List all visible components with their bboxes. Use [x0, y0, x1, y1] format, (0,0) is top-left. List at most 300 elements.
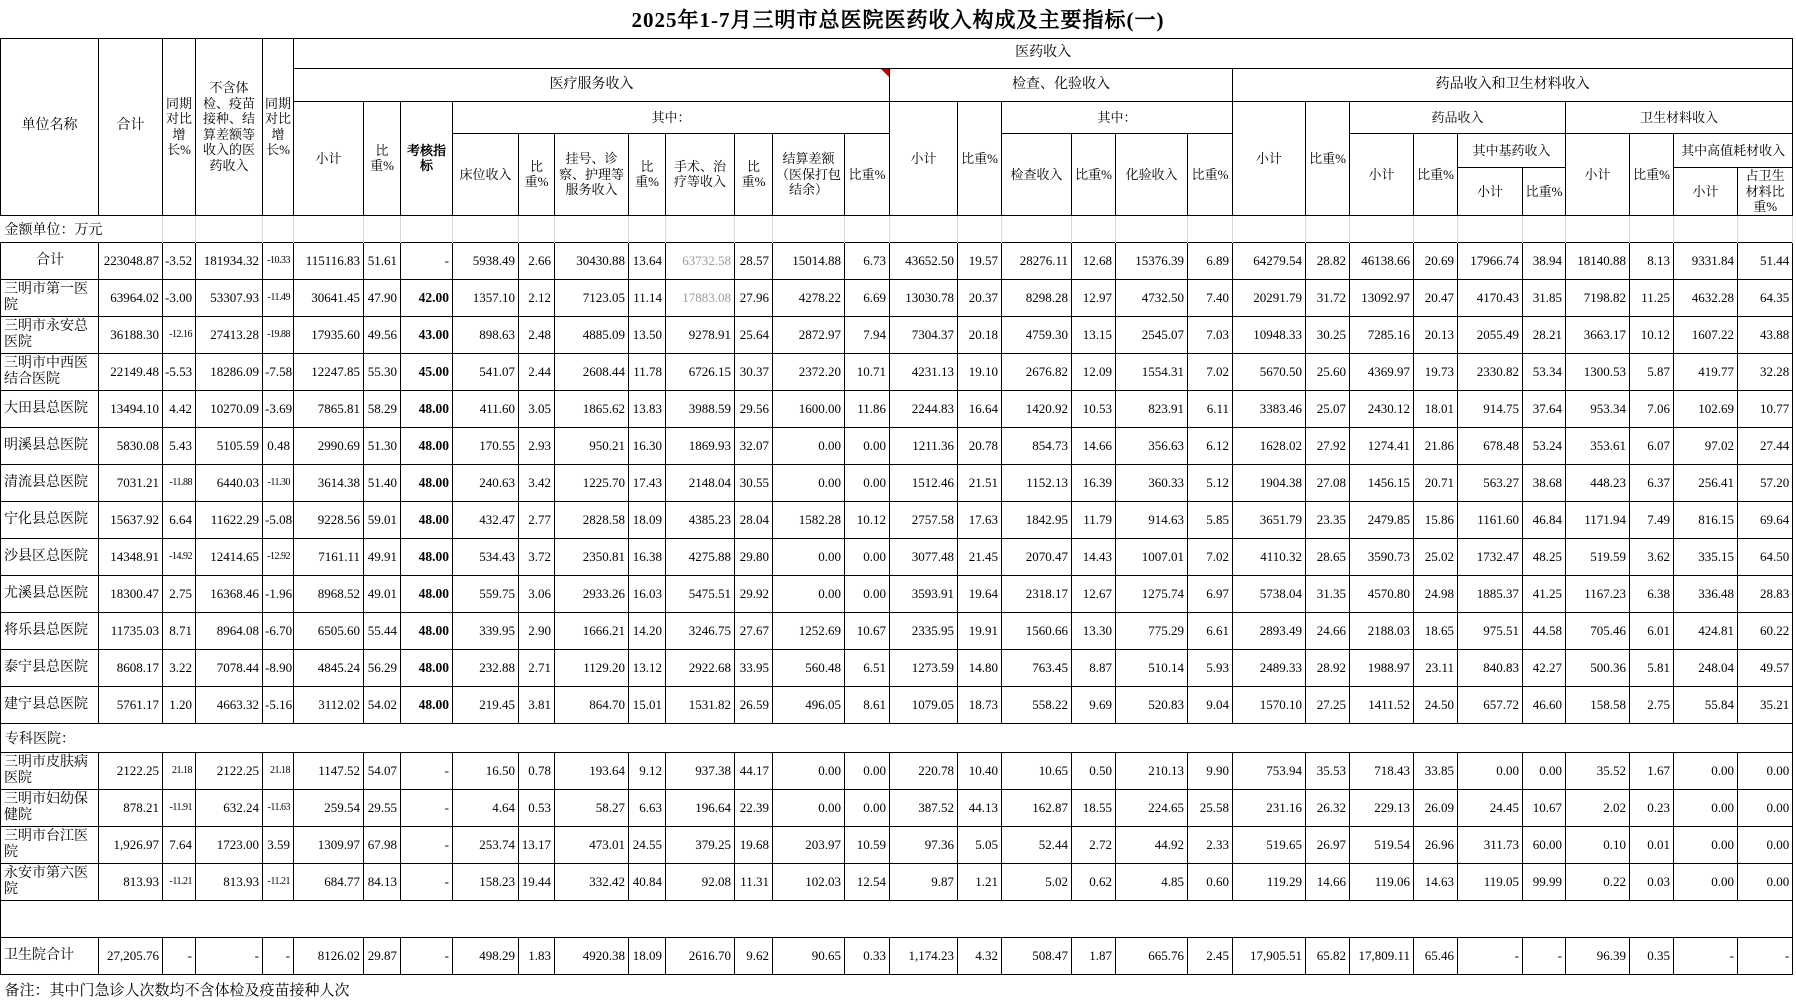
table-cell[interactable]: 10.53 — [1072, 390, 1116, 427]
table-cell[interactable]: 64.35 — [1738, 279, 1793, 316]
table-cell[interactable]: 2.02 — [1566, 789, 1630, 826]
header-service-group[interactable] — [294, 69, 890, 102]
table-cell[interactable]: 20.71 — [1414, 464, 1458, 501]
table-cell[interactable]: 59.01 — [364, 501, 401, 538]
table-cell[interactable]: 2.93 — [519, 427, 555, 464]
table-cell[interactable]: 7.03 — [1188, 316, 1233, 353]
table-cell[interactable]: 49.56 — [364, 316, 401, 353]
table-cell[interactable]: 12.68 — [1072, 242, 1116, 279]
table-cell[interactable]: 5.87 — [1630, 353, 1674, 390]
table-cell[interactable]: 0.35 — [1630, 937, 1674, 974]
table-cell[interactable]: 0.00 — [1674, 863, 1738, 900]
table-cell[interactable]: -11.88 — [163, 464, 196, 501]
header-settlement-balance[interactable]: 结算差额（医保打包结余） — [773, 134, 845, 216]
table-cell[interactable]: 4170.43 — [1458, 279, 1523, 316]
table-cell[interactable]: 2.71 — [519, 649, 555, 686]
table-cell[interactable]: 0.00 — [773, 538, 845, 575]
table-cell[interactable]: 2430.12 — [1350, 390, 1414, 427]
table-cell[interactable]: 43652.50 — [890, 242, 958, 279]
table-cell[interactable]: 387.52 — [890, 789, 958, 826]
table-cell[interactable]: 6.12 — [1188, 427, 1233, 464]
table-cell[interactable]: 2335.95 — [890, 612, 958, 649]
table-cell[interactable]: 1628.02 — [1233, 427, 1306, 464]
table-cell[interactable]: 17.63 — [958, 501, 1002, 538]
table-cell[interactable]: 26.96 — [1414, 826, 1458, 863]
table-cell[interactable]: 54.07 — [364, 752, 401, 789]
table-cell[interactable]: 67.98 — [364, 826, 401, 863]
table-cell[interactable]: 35.52 — [1566, 752, 1630, 789]
table-cell[interactable]: 49.91 — [364, 538, 401, 575]
table-cell[interactable]: 4385.23 — [666, 501, 735, 538]
table-cell[interactable]: 11.31 — [735, 863, 773, 900]
table-cell[interactable]: 3383.46 — [1233, 390, 1306, 427]
table-cell[interactable]: 2122.25 — [99, 752, 163, 789]
table-cell[interactable]: 11.14 — [629, 279, 666, 316]
table-cell[interactable]: 1252.69 — [773, 612, 845, 649]
table-cell[interactable]: 1129.20 — [555, 649, 629, 686]
table-cell[interactable]: 2.77 — [519, 501, 555, 538]
table-cell[interactable]: 775.29 — [1116, 612, 1188, 649]
table-cell[interactable]: 27413.28 — [196, 316, 263, 353]
table-cell[interactable]: 558.22 — [1002, 686, 1072, 723]
table-cell[interactable]: 28.04 — [735, 501, 773, 538]
table-cell[interactable]: 32.28 — [1738, 353, 1793, 390]
table-cell[interactable]: 496.05 — [773, 686, 845, 723]
table-cell[interactable]: 2244.83 — [890, 390, 958, 427]
table-cell[interactable]: 35.21 — [1738, 686, 1793, 723]
table-cell[interactable]: 52.44 — [1002, 826, 1072, 863]
table-cell[interactable]: 864.70 — [555, 686, 629, 723]
table-cell[interactable]: 5938.49 — [453, 242, 519, 279]
table-cell[interactable]: 2.75 — [163, 575, 196, 612]
table-cell[interactable]: 2828.58 — [555, 501, 629, 538]
table-cell[interactable]: 6.38 — [1630, 575, 1674, 612]
table-cell[interactable]: 2608.44 — [555, 353, 629, 390]
table-cell[interactable]: 11622.29 — [196, 501, 263, 538]
table-cell[interactable]: 11735.03 — [99, 612, 163, 649]
table-cell[interactable]: 2122.25 — [196, 752, 263, 789]
table-cell[interactable]: 1607.22 — [1674, 316, 1738, 353]
table-cell[interactable]: 7.02 — [1188, 538, 1233, 575]
table-cell[interactable]: 20.69 — [1414, 242, 1458, 279]
table-cell[interactable]: 519.65 — [1233, 826, 1306, 863]
table-cell[interactable]: 4885.09 — [555, 316, 629, 353]
table-cell[interactable]: 5.05 — [958, 826, 1002, 863]
table-cell[interactable]: 498.29 — [453, 937, 519, 974]
table-cell[interactable]: 10270.09 — [196, 390, 263, 427]
table-cell[interactable]: 7.02 — [1188, 353, 1233, 390]
table-cell[interactable]: 44.17 — [735, 752, 773, 789]
table-cell[interactable]: 69.64 — [1738, 501, 1793, 538]
table-cell[interactable]: 33.85 — [1414, 752, 1458, 789]
table-cell[interactable]: 14.66 — [1306, 863, 1350, 900]
header-excl-income[interactable]: 不含体检、疫苗接种、结算差额等收入的医药收入 — [196, 39, 263, 216]
table-cell[interactable]: 42.27 — [1523, 649, 1566, 686]
table-cell[interactable]: 1531.82 — [666, 686, 735, 723]
table-cell[interactable]: 1273.59 — [890, 649, 958, 686]
table-cell[interactable]: 12247.85 — [294, 353, 364, 390]
table-cell[interactable]: 753.94 — [1233, 752, 1306, 789]
table-cell[interactable]: 20.18 — [958, 316, 1002, 353]
header-total[interactable]: 合计 — [99, 39, 163, 216]
table-cell[interactable]: 43.88 — [1738, 316, 1793, 353]
table-cell[interactable]: 0.00 — [1523, 752, 1566, 789]
table-cell[interactable]: 2757.58 — [890, 501, 958, 538]
table-cell[interactable]: 53307.93 — [196, 279, 263, 316]
table-cell[interactable]: 15014.88 — [773, 242, 845, 279]
table-cell[interactable]: 2148.04 — [666, 464, 735, 501]
table-cell[interactable]: 13.17 — [519, 826, 555, 863]
table-cell[interactable]: 21.86 — [1414, 427, 1458, 464]
table-cell[interactable]: 210.13 — [1116, 752, 1188, 789]
table-cell[interactable]: 1723.00 — [196, 826, 263, 863]
table-cell[interactable]: 12.54 — [845, 863, 890, 900]
table-cell[interactable]: 24.50 — [1414, 686, 1458, 723]
table-cell[interactable]: 1.87 — [1072, 937, 1116, 974]
footer-note[interactable]: 备注：其中门急诊人次数均不含体检及疫苗接种人次 — [4, 982, 350, 999]
table-cell[interactable]: 8608.17 — [99, 649, 163, 686]
header-registration-ratio[interactable]: 比重% — [629, 134, 666, 216]
table-cell[interactable]: 950.21 — [555, 427, 629, 464]
table-cell[interactable]: 2.45 — [1188, 937, 1233, 974]
table-cell[interactable]: 4845.24 — [294, 649, 364, 686]
table-cell[interactable]: 48.00 — [401, 686, 453, 723]
table-cell[interactable]: 31.72 — [1306, 279, 1350, 316]
table-cell[interactable]: 29.92 — [735, 575, 773, 612]
table-cell[interactable]: 6.07 — [1630, 427, 1674, 464]
table-cell[interactable]: 4663.32 — [196, 686, 263, 723]
table-cell[interactable]: 60.00 — [1523, 826, 1566, 863]
table-cell[interactable]: 6.01 — [1630, 612, 1674, 649]
table-cell[interactable]: 18300.47 — [99, 575, 163, 612]
table-cell[interactable]: 7161.11 — [294, 538, 364, 575]
table-cell[interactable]: 5.12 — [1188, 464, 1233, 501]
table-cell[interactable]: 6440.03 — [196, 464, 263, 501]
table-cell[interactable]: 46138.66 — [1350, 242, 1414, 279]
table-cell[interactable]: 2.66 — [519, 242, 555, 279]
table-cell[interactable]: -1.96 — [263, 575, 294, 612]
header-unit-name[interactable]: 单位名称 — [1, 39, 99, 216]
table-cell[interactable]: 3590.73 — [1350, 538, 1414, 575]
header-service-subtotal[interactable]: 小计 — [294, 102, 364, 216]
table-cell[interactable]: -11.63 — [263, 789, 294, 826]
table-cell[interactable]: 10.71 — [845, 353, 890, 390]
table-cell[interactable]: 5.02 — [1002, 863, 1072, 900]
table-cell[interactable]: 473.01 — [555, 826, 629, 863]
table-cell[interactable]: 24.66 — [1306, 612, 1350, 649]
table-cell[interactable]: -3.52 — [163, 242, 196, 279]
table-cell[interactable]: 1079.05 — [890, 686, 958, 723]
table-cell[interactable]: 14.43 — [1072, 538, 1116, 575]
table-cell[interactable]: 15376.39 — [1116, 242, 1188, 279]
table-cell[interactable]: 13.83 — [629, 390, 666, 427]
table-cell[interactable]: 5670.50 — [1233, 353, 1306, 390]
table-cell[interactable]: 419.77 — [1674, 353, 1738, 390]
table-cell[interactable]: 28.83 — [1738, 575, 1793, 612]
table-cell[interactable]: -3.00 — [163, 279, 196, 316]
table-cell[interactable]: 30430.88 — [555, 242, 629, 279]
table-cell[interactable]: 223048.87 — [99, 242, 163, 279]
table-cell[interactable]: 3.59 — [263, 826, 294, 863]
table-cell[interactable]: 51.30 — [364, 427, 401, 464]
table-cell[interactable]: 519.54 — [1350, 826, 1414, 863]
table-cell[interactable]: 5475.51 — [666, 575, 735, 612]
table-cell[interactable]: 21.18 — [163, 752, 196, 789]
table-cell[interactable]: 21.51 — [958, 464, 1002, 501]
table-cell[interactable]: 1420.92 — [1002, 390, 1072, 427]
table-cell[interactable]: 48.00 — [401, 390, 453, 427]
table-cell[interactable]: 4.32 — [958, 937, 1002, 974]
table-cell[interactable]: 3.06 — [519, 575, 555, 612]
header-check-ratio[interactable]: 比重% — [1072, 134, 1116, 216]
table-cell[interactable]: 48.00 — [401, 538, 453, 575]
table-cell[interactable]: 220.78 — [890, 752, 958, 789]
table-cell[interactable]: 45.00 — [401, 353, 453, 390]
table-cell[interactable]: -11.91 — [163, 789, 196, 826]
table-cell[interactable]: 13092.97 — [1350, 279, 1414, 316]
table-cell[interactable]: 51.61 — [364, 242, 401, 279]
row-name[interactable]: 宁化县总医院 — [1, 501, 99, 538]
table-cell[interactable]: 18.65 — [1414, 612, 1458, 649]
table-cell[interactable]: 63732.58 — [666, 242, 735, 279]
table-cell[interactable]: 3651.79 — [1233, 501, 1306, 538]
table-cell[interactable]: -12.92 — [263, 538, 294, 575]
table-cell[interactable]: - — [196, 937, 263, 974]
table-cell[interactable]: 3112.02 — [294, 686, 364, 723]
table-cell[interactable]: 4.42 — [163, 390, 196, 427]
table-cell[interactable]: 1885.37 — [1458, 575, 1523, 612]
table-cell[interactable]: 196.64 — [666, 789, 735, 826]
table-cell[interactable]: 335.15 — [1674, 538, 1738, 575]
table-cell[interactable]: 1225.70 — [555, 464, 629, 501]
table-cell[interactable]: 25.64 — [735, 316, 773, 353]
table-cell[interactable]: 13.15 — [1072, 316, 1116, 353]
table-cell[interactable]: 219.45 — [453, 686, 519, 723]
table-cell[interactable]: 12.97 — [1072, 279, 1116, 316]
table-cell[interactable]: 2893.49 — [1233, 612, 1306, 649]
table-cell[interactable]: 1904.38 — [1233, 464, 1306, 501]
table-cell[interactable]: 65.82 — [1306, 937, 1350, 974]
row-name[interactable]: 三明市台江医院 — [1, 826, 99, 863]
table-cell[interactable]: 7198.82 — [1566, 279, 1630, 316]
table-cell[interactable]: 5.43 — [163, 427, 196, 464]
section-label[interactable]: 专科医院： — [1, 723, 1793, 752]
table-cell[interactable]: 508.47 — [1002, 937, 1072, 974]
table-cell[interactable]: 65.46 — [1414, 937, 1458, 974]
table-cell[interactable]: 26.32 — [1306, 789, 1350, 826]
table-cell[interactable]: 6.73 — [845, 242, 890, 279]
table-cell[interactable]: 3.72 — [519, 538, 555, 575]
table-cell[interactable]: 25.58 — [1188, 789, 1233, 826]
table-cell[interactable]: -5.16 — [263, 686, 294, 723]
table-cell[interactable]: 411.60 — [453, 390, 519, 427]
table-cell[interactable]: 5738.04 — [1233, 575, 1306, 612]
table-cell[interactable]: 12.67 — [1072, 575, 1116, 612]
table-cell[interactable]: 22.39 — [735, 789, 773, 826]
table-cell[interactable]: 0.60 — [1188, 863, 1233, 900]
table-cell[interactable]: 1842.95 — [1002, 501, 1072, 538]
table-cell[interactable]: 16.64 — [958, 390, 1002, 427]
table-cell[interactable]: 19.73 — [1414, 353, 1458, 390]
table-cell[interactable]: 203.97 — [773, 826, 845, 863]
table-cell[interactable]: 914.75 — [1458, 390, 1523, 427]
table-cell[interactable]: 684.77 — [294, 863, 364, 900]
table-cell[interactable]: 3614.38 — [294, 464, 364, 501]
table-cell[interactable]: 1,926.97 — [99, 826, 163, 863]
table-cell[interactable]: - — [1738, 937, 1793, 974]
header-lab-ratio[interactable]: 比重% — [1188, 134, 1233, 216]
table-cell[interactable]: 448.23 — [1566, 464, 1630, 501]
table-cell[interactable]: 1732.47 — [1458, 538, 1523, 575]
table-cell[interactable]: 55.30 — [364, 353, 401, 390]
table-cell[interactable]: 813.93 — [196, 863, 263, 900]
table-cell[interactable]: 56.29 — [364, 649, 401, 686]
table-cell[interactable]: 6505.60 — [294, 612, 364, 649]
table-cell[interactable]: 7.94 — [845, 316, 890, 353]
table-cell[interactable]: 2.90 — [519, 612, 555, 649]
table-cell[interactable]: 17.43 — [629, 464, 666, 501]
table-cell[interactable]: 17966.74 — [1458, 242, 1523, 279]
table-cell[interactable]: 29.55 — [364, 789, 401, 826]
table-cell[interactable]: 534.43 — [453, 538, 519, 575]
table-cell[interactable]: -14.92 — [163, 538, 196, 575]
table-cell[interactable]: 193.64 — [555, 752, 629, 789]
header-material-subtotal[interactable]: 小计 — [1566, 134, 1630, 216]
row-name[interactable]: 永安市第六医院 — [1, 863, 99, 900]
table-cell[interactable]: 44.13 — [958, 789, 1002, 826]
table-cell[interactable]: 97.36 — [890, 826, 958, 863]
table-cell[interactable]: 1007.01 — [1116, 538, 1188, 575]
header-service-among[interactable]: 其中： — [453, 102, 890, 134]
table-cell[interactable]: 27.92 — [1306, 427, 1350, 464]
table-cell[interactable]: 4.64 — [453, 789, 519, 826]
table-cell[interactable]: 2.33 — [1188, 826, 1233, 863]
table-cell[interactable]: 816.15 — [1674, 501, 1738, 538]
table-cell[interactable]: 18286.09 — [196, 353, 263, 390]
table-cell[interactable]: 18.09 — [629, 501, 666, 538]
table-cell[interactable]: 4632.28 — [1674, 279, 1738, 316]
table-cell[interactable]: 224.65 — [1116, 789, 1188, 826]
table-cell[interactable]: 8.13 — [1630, 242, 1674, 279]
table-cell[interactable]: 19.57 — [958, 242, 1002, 279]
row-name[interactable]: 将乐县总医院 — [1, 612, 99, 649]
table-cell[interactable]: 975.51 — [1458, 612, 1523, 649]
table-cell[interactable]: 21.45 — [958, 538, 1002, 575]
table-cell[interactable]: 15.86 — [1414, 501, 1458, 538]
table-cell[interactable]: 49.01 — [364, 575, 401, 612]
table-cell[interactable]: 29.80 — [735, 538, 773, 575]
row-name[interactable]: 尤溪县总医院 — [1, 575, 99, 612]
table-cell[interactable]: 0.00 — [845, 464, 890, 501]
table-cell[interactable]: 953.34 — [1566, 390, 1630, 427]
table-cell[interactable]: 64279.54 — [1233, 242, 1306, 279]
table-cell[interactable]: 1865.62 — [555, 390, 629, 427]
table-cell[interactable]: 1147.52 — [294, 752, 364, 789]
table-cell[interactable]: 49.57 — [1738, 649, 1793, 686]
header-material-ratio[interactable]: 比重% — [1630, 134, 1674, 216]
table-cell[interactable]: 10.67 — [1523, 789, 1566, 826]
table-cell[interactable]: 19.10 — [958, 353, 1002, 390]
table-cell[interactable]: 1309.97 — [294, 826, 364, 863]
table-cell[interactable]: 9331.84 — [1674, 242, 1738, 279]
table-cell[interactable]: 2372.20 — [773, 353, 845, 390]
table-cell[interactable]: 17,905.51 — [1233, 937, 1306, 974]
row-name[interactable]: 清流县总医院 — [1, 464, 99, 501]
table-cell[interactable]: 9.12 — [629, 752, 666, 789]
table-cell[interactable]: 20.47 — [1414, 279, 1458, 316]
table-cell[interactable]: 9.87 — [890, 863, 958, 900]
table-cell[interactable]: 26.09 — [1414, 789, 1458, 826]
table-cell[interactable]: 46.84 — [1523, 501, 1566, 538]
table-cell[interactable]: 15637.92 — [99, 501, 163, 538]
table-cell[interactable]: 92.08 — [666, 863, 735, 900]
table-cell[interactable]: 8968.52 — [294, 575, 364, 612]
header-exam-ratio[interactable]: 比重% — [958, 102, 1002, 216]
table-cell[interactable]: 0.48 — [263, 427, 294, 464]
table-cell[interactable]: 14.66 — [1072, 427, 1116, 464]
table-cell[interactable]: 0.00 — [1738, 863, 1793, 900]
table-cell[interactable]: 10.67 — [845, 612, 890, 649]
table-cell[interactable]: 2.72 — [1072, 826, 1116, 863]
table-cell[interactable]: - — [401, 789, 453, 826]
table-cell[interactable]: -11.49 — [263, 279, 294, 316]
header-yoy2[interactable]: 同期对比增长% — [263, 39, 294, 216]
table-cell[interactable]: 0.22 — [1566, 863, 1630, 900]
table-cell[interactable]: 13.12 — [629, 649, 666, 686]
header-high-value[interactable]: 其中高值耗材收入 — [1674, 134, 1793, 168]
table-cell[interactable]: 11.25 — [1630, 279, 1674, 316]
table-cell[interactable]: - — [1458, 937, 1523, 974]
table-cell[interactable]: 18.09 — [629, 937, 666, 974]
table-cell[interactable]: 563.27 — [1458, 464, 1523, 501]
table-cell[interactable]: 1456.15 — [1350, 464, 1414, 501]
header-service-ratio[interactable]: 比重% — [364, 102, 401, 216]
table-cell[interactable]: 19.91 — [958, 612, 1002, 649]
table-cell[interactable]: 9.04 — [1188, 686, 1233, 723]
table-cell[interactable]: 1,174.23 — [890, 937, 958, 974]
table-cell[interactable]: 21.18 — [263, 752, 294, 789]
table-cell[interactable]: -11.21 — [163, 863, 196, 900]
table-cell[interactable]: 1275.74 — [1116, 575, 1188, 612]
table-cell[interactable]: 259.54 — [294, 789, 364, 826]
table-cell[interactable]: 27.96 — [735, 279, 773, 316]
table-cell[interactable]: 4570.80 — [1350, 575, 1414, 612]
table-cell[interactable]: 2.75 — [1630, 686, 1674, 723]
table-cell[interactable]: 7.64 — [163, 826, 196, 863]
table-cell[interactable]: 3246.75 — [666, 612, 735, 649]
table-cell[interactable]: 28.57 — [735, 242, 773, 279]
table-cell[interactable]: 8964.08 — [196, 612, 263, 649]
table-cell[interactable]: 19.68 — [735, 826, 773, 863]
table-cell[interactable]: 1869.93 — [666, 427, 735, 464]
table-cell[interactable]: 0.00 — [1674, 789, 1738, 826]
header-settlement-ratio[interactable]: 比重% — [845, 134, 890, 216]
table-cell[interactable]: 823.91 — [1116, 390, 1188, 427]
table-cell[interactable]: 28276.11 — [1002, 242, 1072, 279]
table-cell[interactable]: 119.29 — [1233, 863, 1306, 900]
table-cell[interactable]: 5.81 — [1630, 649, 1674, 686]
header-check-income[interactable]: 检查收入 — [1002, 134, 1072, 216]
table-cell[interactable]: 58.29 — [364, 390, 401, 427]
table-cell[interactable]: 13.50 — [629, 316, 666, 353]
table-cell[interactable]: 119.06 — [1350, 863, 1414, 900]
table-cell[interactable]: 854.73 — [1002, 427, 1072, 464]
table-cell[interactable]: 356.63 — [1116, 427, 1188, 464]
table-cell[interactable]: 8.61 — [845, 686, 890, 723]
table-cell[interactable]: 20.78 — [958, 427, 1002, 464]
table-cell[interactable]: 4231.13 — [890, 353, 958, 390]
table-cell[interactable]: 57.20 — [1738, 464, 1793, 501]
